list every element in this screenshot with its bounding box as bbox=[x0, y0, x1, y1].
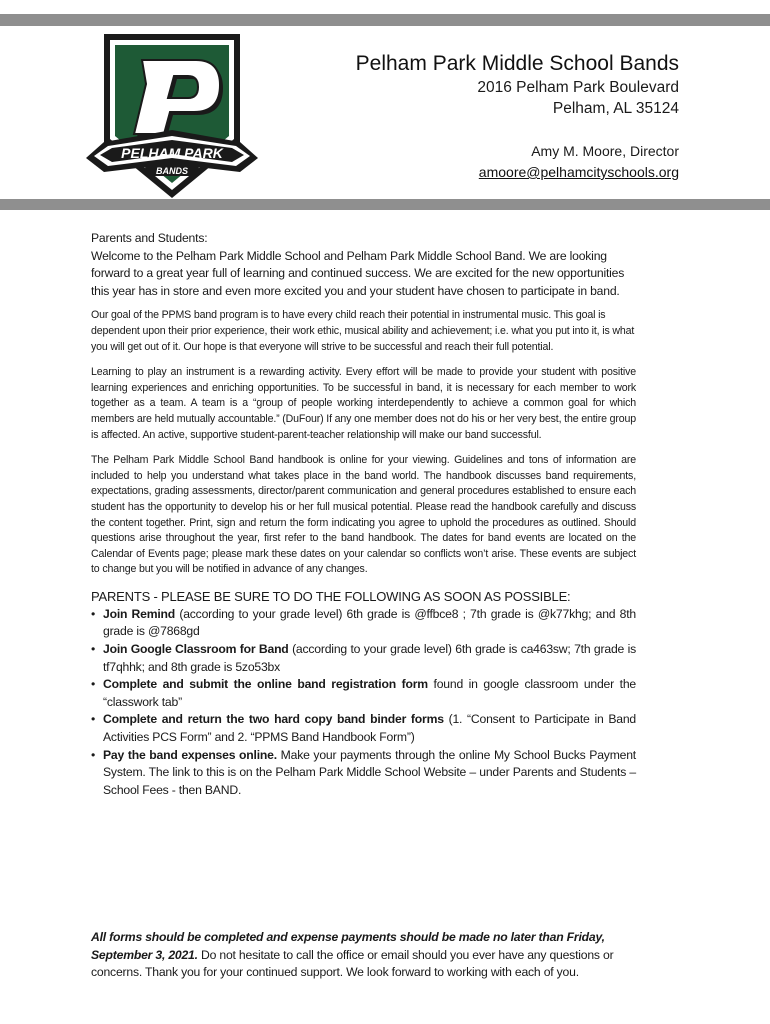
logo-banner-text: PELHAM PARK bbox=[121, 145, 223, 161]
logo-sub-text: BANDS bbox=[155, 166, 189, 176]
director-name: Amy M. Moore, Director bbox=[531, 143, 679, 159]
pelham-park-bands-logo bbox=[84, 30, 260, 202]
list-item bbox=[91, 711, 636, 746]
bullet-icon: • bbox=[91, 642, 96, 657]
goal-paragraph: Our goal of the PPMS band program is to have every child reach their potential in instrumental music. This goal is dependent upon their prior experience, their work ethic, musical ability and achievement; i.e. what you put into it, is what you will get out of it. Our hope is that everyone will strive to be successful and reach their full potential. bbox=[91, 309, 635, 353]
intro-paragraph: Welcome to the Pelham Park Middle School and Pelham Park Middle School Band. We are looking forward to a great year full of learning and continued success. We are excited for the new opportunities this year has in store and even more excited you and your student have chosen to participate in band. bbox=[91, 248, 625, 298]
list-item bbox=[91, 641, 636, 676]
bullet-icon: • bbox=[91, 712, 96, 727]
bullet-icon: • bbox=[91, 606, 96, 621]
bullet-icon: • bbox=[91, 677, 96, 692]
letter-body bbox=[91, 230, 636, 799]
closing-text: Do not hesitate to call the office or email should you ever have any questions or concerns. Thank you for your continued support. We look forward to working with each of you. bbox=[91, 947, 614, 980]
list-item bbox=[91, 606, 636, 641]
list-item bbox=[91, 676, 636, 711]
top-divider-bar bbox=[0, 14, 770, 26]
closing-paragraph bbox=[91, 929, 636, 982]
item-title: Join Google Classroom for Band bbox=[103, 642, 289, 657]
item-text: found in google classroom under the “classwork tab” bbox=[103, 677, 636, 709]
todo-list bbox=[91, 606, 636, 800]
item-text: (1. “Consent to Participate in Band Activities PCS Form” and 2. “PPMS Band Handbook Form”) bbox=[103, 712, 636, 745]
deadline-emphasis: All forms should be completed and expense payments should be made no later than Friday, September 3, 2021. bbox=[91, 930, 605, 962]
learning-paragraph: Learning to play an instrument is a rewarding activity. Every effort will be made to provide your student with positive learning experiences and enriching opportunities. To be successful in band, it is necessary for each member to work together as a team. A team is a “group of people working interdependently to achieve a common goal for which members are held mutually accountable.” (DuFour) If any one member does not do his or her very best, the entire group is affected. An active, supportive student-parent-teacher relationship will make our band successful. bbox=[91, 366, 636, 441]
handbook-paragraph: The Pelham Park Middle School Band handbook is online for your viewing. Guidelines and tons of information are included to help you understand what takes place in the band world. The handbook discusses band requirements, expectations, grading assessments, director/parent communication and general procedures established to ensure each student has the opportunity to develop his or her full musical potential. Please read the handbook carefully and discuss the content together. Print, sign and return the form indicating you agree to uphold the procedures as outlined. Should questions arise throughout the year, first refer to the band handbook. The dates for band events are located on the Calendar of Events page; please mark these dates on your calendar so conflicts won’t arise. These events are subject to change but you will be notified in advance of any changes. bbox=[91, 454, 636, 576]
item-text: (according to your grade level) 6th grade is @ffbce8 ; 7th grade is @k77khg; and 8th grade is @7868gd bbox=[103, 606, 636, 639]
address-line-2: Pelham, AL 35124 bbox=[552, 100, 679, 117]
item-title: Complete and return the two hard copy band binder forms bbox=[103, 712, 444, 727]
item-title: Join Remind bbox=[103, 606, 176, 621]
item-text: (according to your grade level) 6th grade is ca463sw; 7th grade is tf7qhhk; and 8th grade is 5zo53bx bbox=[103, 642, 637, 674]
org-name: Pelham Park Middle School Bands bbox=[355, 52, 679, 75]
item-title: Complete and submit the online band registration form bbox=[103, 677, 428, 692]
item-text: Make your payments through the online My School Bucks Payment System. The link to this is on the Pelham Park Middle School Website – under Parents and Students – School Fees - then BAND. bbox=[103, 747, 636, 797]
bullet-icon: • bbox=[91, 747, 96, 762]
director-email-link[interactable]: amoore@pelhamcityschools.org bbox=[478, 164, 679, 180]
address-line-1: 2016 Pelham Park Boulevard bbox=[477, 79, 679, 96]
list-item bbox=[91, 747, 636, 800]
greeting: Parents and Students: bbox=[91, 231, 208, 245]
parents-heading: PARENTS - PLEASE BE SURE TO DO THE FOLLOWING AS SOON AS POSSIBLE: bbox=[91, 588, 571, 604]
item-title: Pay the band expenses online. bbox=[103, 747, 277, 762]
